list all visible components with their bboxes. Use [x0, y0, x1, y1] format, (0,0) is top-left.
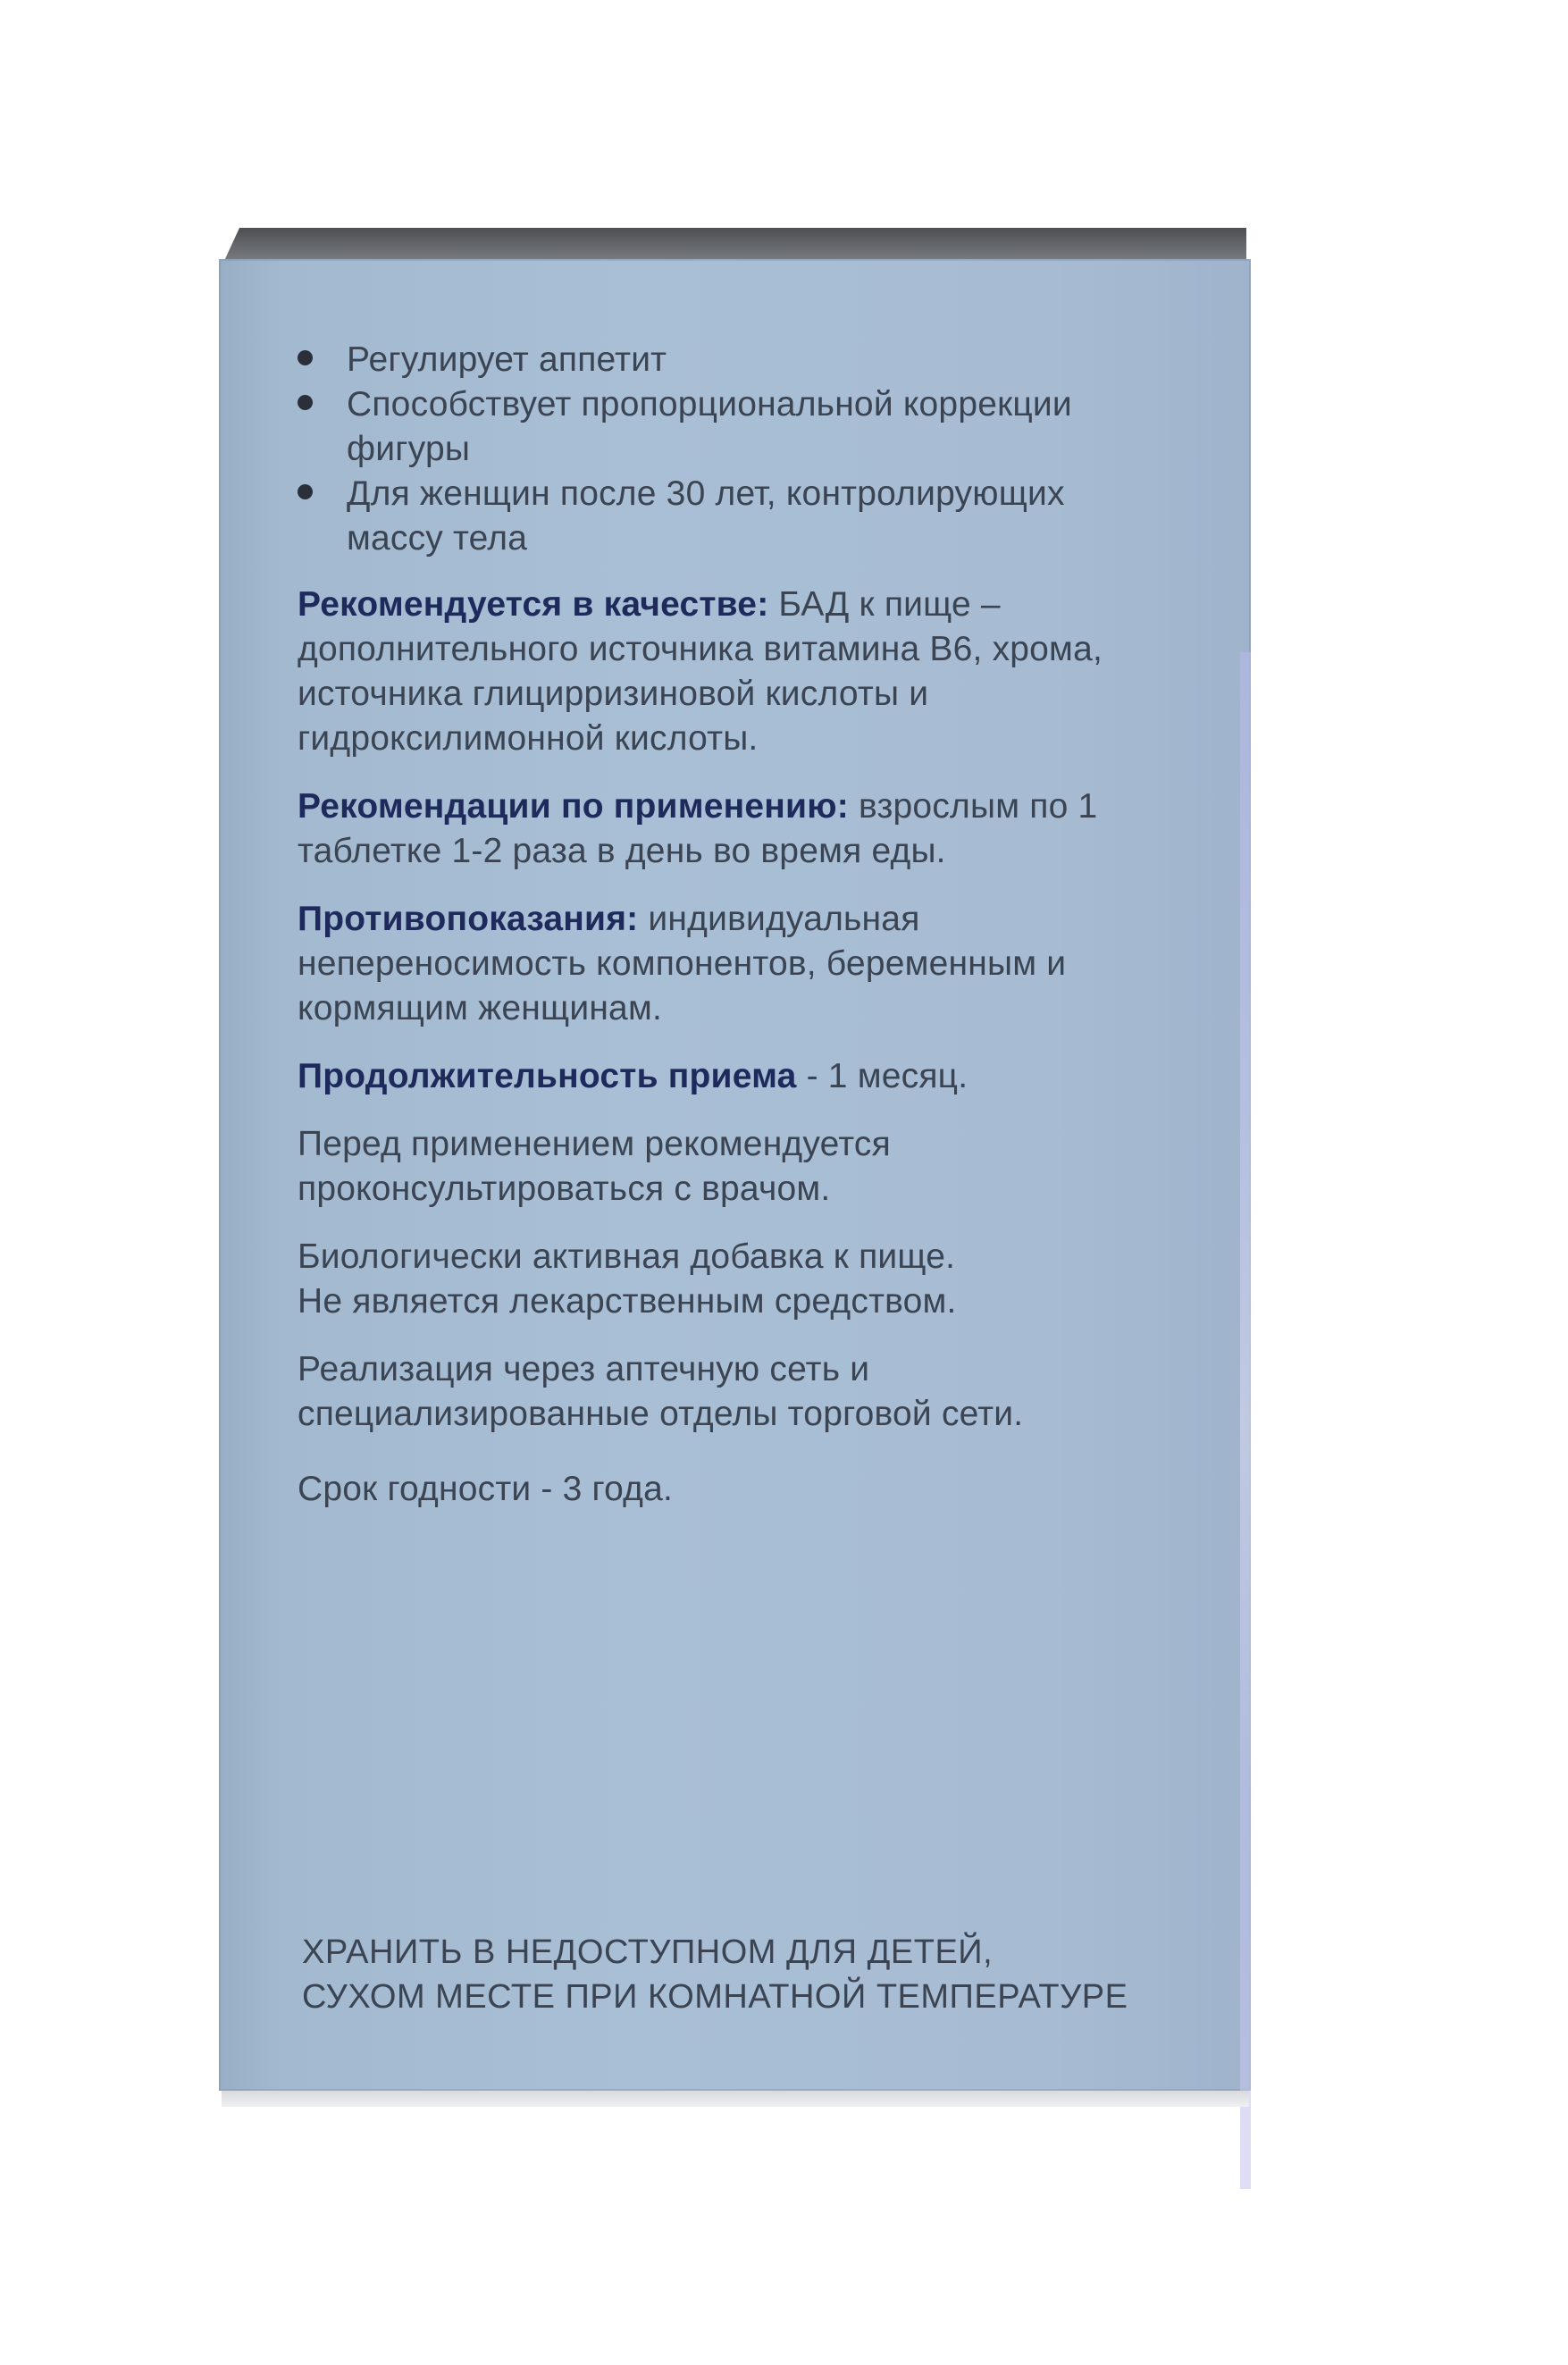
- list-item: [298, 472, 1209, 561]
- list-item: [298, 382, 1209, 472]
- usage-paragraph: [298, 784, 1209, 874]
- bullet-icon: [298, 395, 313, 410]
- supplement-note-paragraph: Биологически активная добавка к пище. Не является лекарственным средством.: [298, 1237, 957, 1321]
- usage-label: Рекомендации по применению:: [298, 787, 849, 826]
- bullet-text: Для женщин после 30 лет, контролирующих массу тела: [347, 474, 1065, 558]
- bullet-text: Способствует пропорциональной коррекции фигуры: [347, 385, 1072, 468]
- contraindications-text: индивидуальная непереносимость компонентов, беременным и кормящим женщинам.: [298, 900, 1067, 1027]
- distribution-paragraph: Реализация через аптечную сеть и специализированные отделы торговой сети.: [298, 1350, 1024, 1433]
- contraindications-label: Противопоказания:: [298, 900, 639, 938]
- usage-text: взрослым по 1 таблетке 1-2 раза в день во время еды.: [298, 787, 1098, 870]
- storage-instructions: ХРАНИТЬ В НЕДОСТУПНОМ ДЛЯ ДЕТЕЙ, СУХОМ МЕСТЕ ПРИ КОМНАТНОЙ ТЕМПЕРАТУРЕ: [302, 1933, 1128, 2016]
- duration-paragraph: [298, 1054, 1209, 1099]
- recommended-as-paragraph: [298, 583, 1209, 761]
- recommended-as-text: БАД к пище – дополнительного источника витамина В6, хрома, источника глицирризиновой кислоты и гидроксилимонной кислоты.: [298, 585, 1103, 758]
- box-bottom-edge: [222, 2091, 1249, 2107]
- bullet-icon: [298, 484, 313, 499]
- duration-text: - 1 месяц.: [796, 1057, 968, 1095]
- bullet-text: Регулирует аппетит: [347, 340, 667, 379]
- contraindications-paragraph: [298, 897, 1209, 1031]
- shelf-life-paragraph: Срок годности - 3 года.: [298, 1470, 674, 1508]
- duration-label: Продолжительность приема: [298, 1057, 797, 1095]
- bullet-icon: [298, 350, 313, 365]
- consult-paragraph: Перед применением рекомендуется проконсультироваться с врачом.: [298, 1125, 891, 1208]
- benefits-list: [298, 338, 1209, 561]
- recommended-as-label: Рекомендуется в качестве:: [298, 585, 769, 624]
- list-item: [298, 338, 1209, 382]
- label-text-block: [298, 338, 1209, 1535]
